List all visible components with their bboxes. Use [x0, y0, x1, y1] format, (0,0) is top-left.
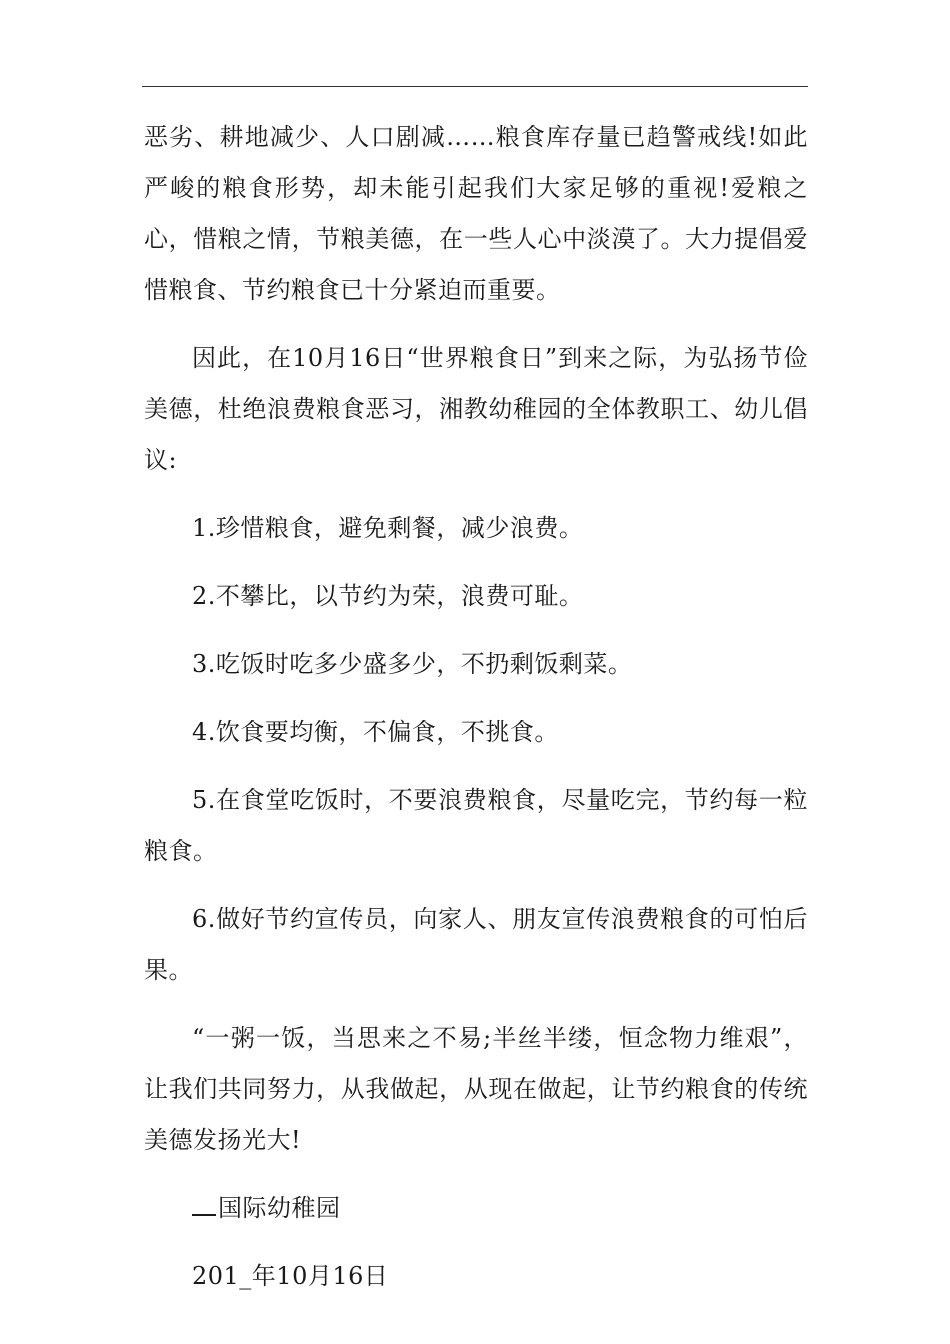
header-rule [142, 86, 808, 87]
list-item: 3.吃饭时吃多少盛多少，不扔剩饭剩菜。 [192, 650, 633, 678]
list-item: 6.做好节约宣传员，向家人、朋友宣传浪费粮食的可怕后果。 [144, 905, 808, 984]
list-item: 1.珍惜粮食，避免剩餐，减少浪费。 [192, 514, 584, 542]
paragraph-proposal: 因此，在10月16日“世界粮食日”到来之际，为弘扬节俭美德，杜绝浪费粮食恶习，湘教幼稚园的全体教职工、幼儿倡议: [144, 344, 808, 474]
document-body [144, 112, 808, 1302]
date: 201_年10月16日 [192, 1262, 389, 1290]
paragraph-intro: 恶劣、耕地减少、人口剧减……粮食库存量已趋警戒线!如此严峻的粮食形势，却未能引起我们大家足够的重视!爱粮之心，惜粮之情，节粮美德，在一些人心中淡漠了。大力提倡爱惜粮食、节约粮食已十分紧迫而重要。 [144, 123, 808, 304]
paragraph-quote: “一粥一饭，当思来之不易;半丝半缕，恒念物力维艰”，让我们共同努力，从我做起，从现在做起，让节约粮食的传统美德发扬光大! [144, 1024, 808, 1154]
list-item: 4.饮食要均衡，不偏食，不挑食。 [192, 718, 559, 746]
signature-text: 国际幼稚园 [218, 1194, 341, 1222]
signature-blank [192, 1194, 216, 1216]
signature [144, 1183, 808, 1234]
list-item: 5.在食堂吃饭时，不要浪费粮食，尽量吃完，节约每一粒粮食。 [144, 786, 808, 865]
list-item: 2.不攀比，以节约为荣，浪费可耻。 [192, 582, 584, 610]
